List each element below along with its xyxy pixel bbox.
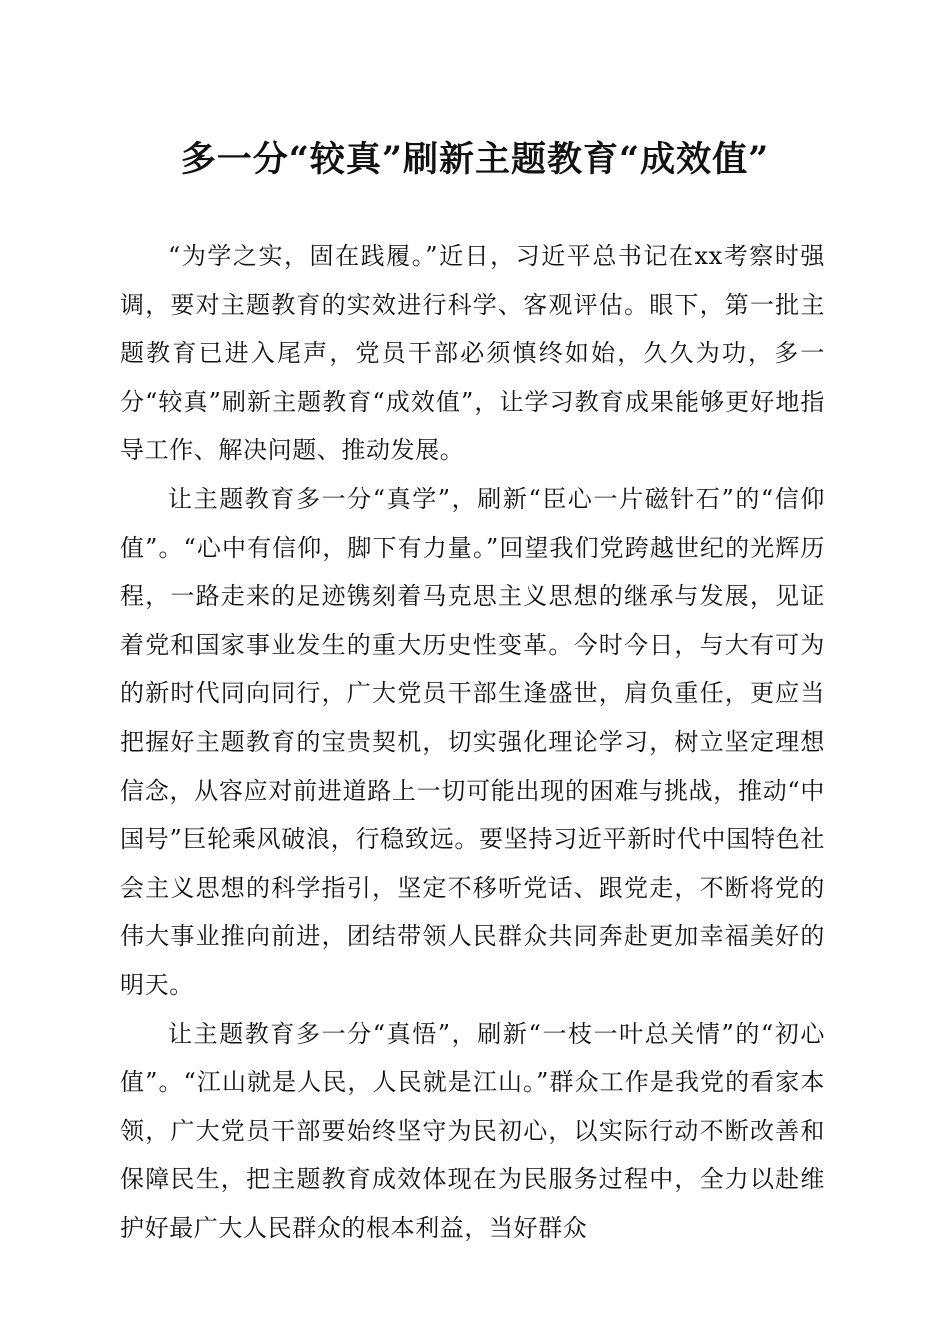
paragraph-true-study: 让主题教育多一分“真学”，刷新“臣心一片磁针石”的“信仰值”。“心中有信仰，脚下有力量。”回望我们党跨越世纪的光辉历程，一路走来的足迹镌刻着马克思主义思想的继承与发展，见证着党和国家事业发生的重大历史性变革。今时今日，与大有可为的新时代同向同行，广大党员干部生逢盛世，肩负重任，更应当把握好主题教育的宝贵契机，切实强化理论学习，树立坚定理想信念，从容应对前进道路上一切可能出现的困难与挑战，推动“中国号”巨轮乘风破浪，行稳致远。要坚持习近平新时代中国特色社会主义思想的科学指引，坚定不移听党话、跟党走，不断将党的伟大事业推向前进，团结带领人民群众共同奔赴更加幸福美好的明天。 <box>120 484 825 999</box>
document-title: 多一分“较真”刷新主题教育“成效值” <box>180 139 770 180</box>
document-body <box>120 232 825 1252</box>
paragraph-true-understanding: 让主题教育多一分“真悟”，刷新“一枝一叶总关情”的“初心值”。“江山就是人民，人民就是江山。”群众工作是我党的看家本领，广大党员干部要始终坚守为民初心，以实际行动不断改善和保障民生，把主题教育成效体现在为民服务过程中，全力以赴维护好最广大人民群众的根本利益，当好群众 <box>120 1019 825 1242</box>
paragraph-intro: “为学之实，固在践履。”近日，习近平总书记在xx考察时强调，要对主题教育的实效进行科学、客观评估。眼下，第一批主题教育已进入尾声，党员干部必须慎终如始，久久为功，多一分“较真”刷新主题教育“成效值”，让学习教育成果能够更好地指导工作、解决问题、推动发展。 <box>120 242 825 465</box>
